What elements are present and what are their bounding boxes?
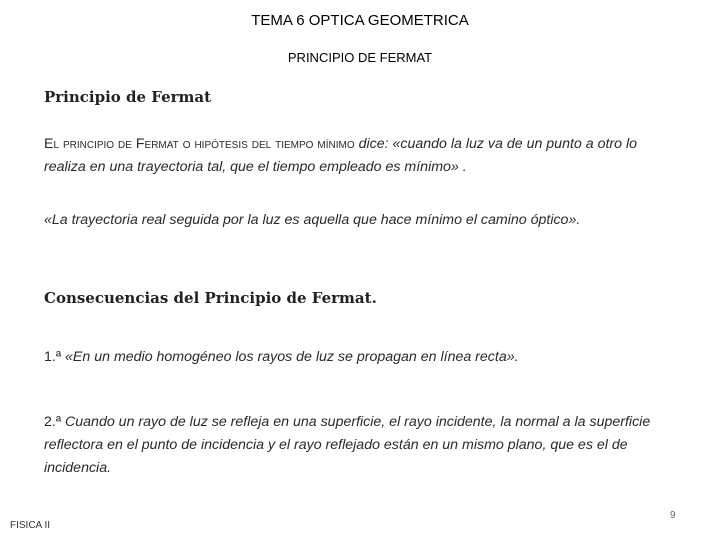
section-heading-consequences: Consecuencias del Principio de Fermat. xyxy=(44,289,377,307)
paragraph-lead-smallcaps: El principio de Fermat o hipótesis del tiempo mínimo xyxy=(44,136,355,152)
slide-title: TEMA 6 OPTICA GEOMETRICA xyxy=(251,12,469,29)
consequence-item-1 xyxy=(44,346,678,369)
slide-subtitle: PRINCIPIO DE FERMAT xyxy=(287,50,433,65)
section-heading-principle: Principio de Fermat xyxy=(44,88,212,106)
paragraph-fermat-definition xyxy=(44,133,678,179)
item-number: 1.ª xyxy=(44,349,62,365)
consequence-item-2 xyxy=(44,411,678,480)
item-number: 2.ª xyxy=(44,414,62,430)
paragraph-optical-path: «La trayectoria real seguida por la luz es aquella que hace mínimo el camino óptico». xyxy=(44,212,581,228)
page-number: 9 xyxy=(670,510,676,521)
footer-course-label: FISICA II xyxy=(10,520,51,531)
item-text: «En un medio homogéneo los rayos de luz se propagan en línea recta». xyxy=(61,349,519,365)
item-text: Cuando un rayo de luz se refleja en una superficie, el rayo incidente, la normal a la superficie reflectora en el punto de incidencia y el rayo reflejado están en un mismo plano, que es el de incidencia. xyxy=(44,414,651,476)
paragraph-body: dice: «cuando la luz va de un punto a otro lo realiza en una trayectoria tal, que el tiempo empleado es mínimo» . xyxy=(44,136,637,175)
